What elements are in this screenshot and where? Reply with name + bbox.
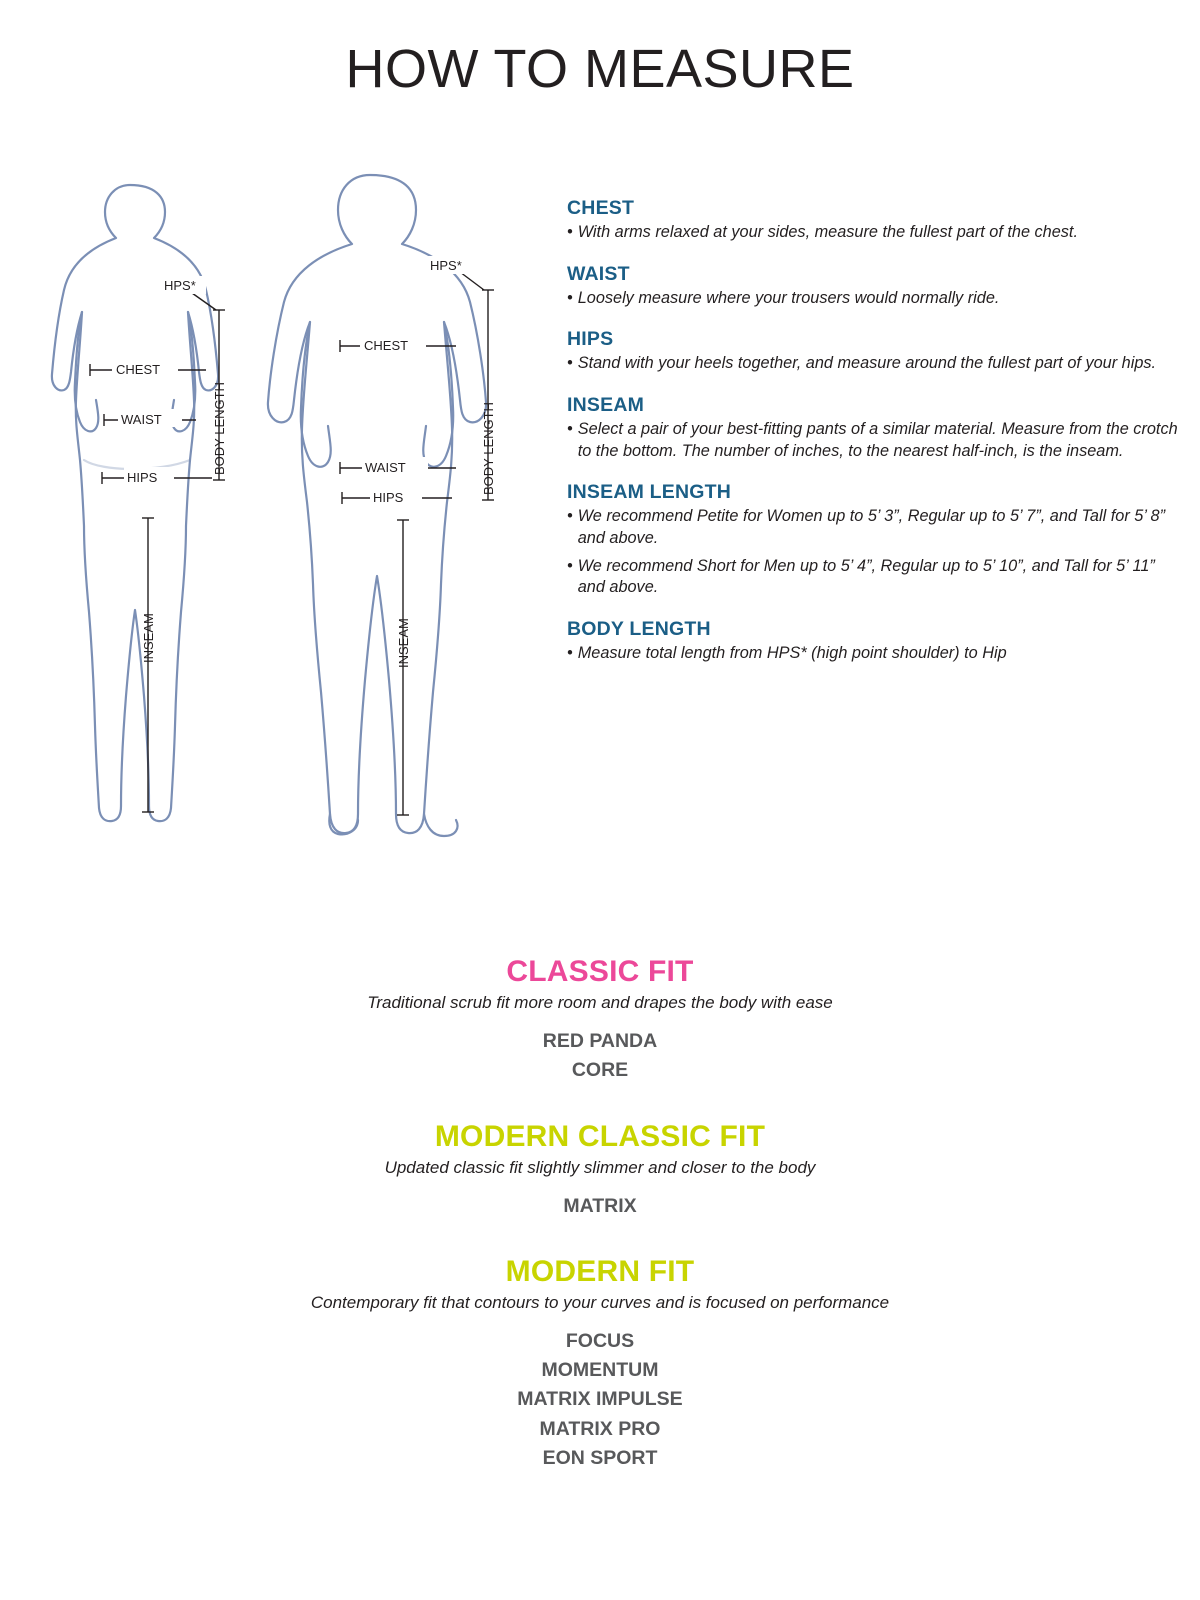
label-waist-male: WAIST xyxy=(365,460,406,475)
fit-item: RED PANDA xyxy=(542,1030,658,1052)
measurement-block-body-length xyxy=(567,618,1179,665)
bullet-icon: • xyxy=(567,507,573,526)
fit-block-modern xyxy=(0,1255,1200,1473)
measurement-text: Select a pair of your best-fitting pants of a similar material. Measure from the crotch to the bottom. The number of inches, to the nearest half-inch, is the inseam. xyxy=(577,420,1178,460)
fit-item: MATRIX IMPULSE xyxy=(517,1388,683,1411)
page-title: HOW TO MEASURE xyxy=(345,39,855,99)
label-chest-female: CHEST xyxy=(116,362,161,377)
label-inseam-female: INSEAM xyxy=(141,613,156,663)
fit-block-modern-classic xyxy=(0,1120,1200,1221)
measurement-line xyxy=(567,506,1179,549)
measurement-line xyxy=(567,222,1179,244)
measurement-block-waist xyxy=(567,263,1179,310)
bullet-icon: • xyxy=(567,288,573,307)
fit-description: Contemporary fit that contours to your curves and is focused on performance xyxy=(310,1292,890,1312)
label-inseam-male: INSEAM xyxy=(396,618,411,668)
bullet-icon: • xyxy=(567,223,573,241)
label-body-length-male: BODY LENGTH xyxy=(481,402,496,495)
fit-title: MODERN FIT xyxy=(505,1254,695,1288)
label-hips-female: HIPS xyxy=(127,470,158,485)
measurement-block-inseam xyxy=(567,394,1179,462)
measurement-line xyxy=(567,419,1179,462)
label-body-length-female: BODY LENGTH xyxy=(212,382,227,475)
figures-svg xyxy=(20,160,540,880)
fit-item: MATRIX xyxy=(563,1194,637,1217)
measurement-text: We recommend Short for Men up to 5’ 4”, Regular up to 5’ 10”, and Tall for 5’ 11” and above. xyxy=(577,556,1155,597)
measurement-title: INSEAM LENGTH xyxy=(567,481,732,504)
measurement-instructions xyxy=(567,197,1179,684)
measurement-text: Loosely measure where your trousers would normally ride. xyxy=(577,288,1000,307)
measurement-block-hips xyxy=(567,328,1179,375)
measurement-title: BODY LENGTH xyxy=(567,618,711,641)
measurement-text: Measure total length from HPS* (high point shoulder) to Hip xyxy=(577,644,1007,663)
fit-item: EON SPORT xyxy=(542,1446,658,1469)
bullet-icon: • xyxy=(567,354,573,373)
measurement-title: HIPS xyxy=(567,328,614,351)
measurement-line xyxy=(567,353,1179,375)
measurement-diagram xyxy=(20,160,540,880)
measurement-block-chest xyxy=(567,197,1179,244)
fit-title: CLASSIC FIT xyxy=(506,955,694,988)
fit-description: Updated classic fit slightly slimmer and closer to the body xyxy=(384,1157,816,1177)
label-hps-female: HPS* xyxy=(164,278,196,293)
fit-title: MODERN CLASSIC FIT xyxy=(434,1119,766,1153)
measurement-line xyxy=(567,643,1179,665)
fit-item: FOCUS xyxy=(565,1329,635,1352)
label-hps-male: HPS* xyxy=(430,258,462,273)
measurement-title: INSEAM xyxy=(567,394,645,417)
measurement-line xyxy=(567,556,1179,599)
measurement-block-inseam-length xyxy=(567,481,1179,599)
bullet-icon: • xyxy=(567,556,573,575)
measurement-text: Stand with your heels together, and measure around the fullest part of your hips. xyxy=(577,354,1157,373)
label-hips-male: HIPS xyxy=(373,490,404,505)
label-chest-male: CHEST xyxy=(364,338,409,353)
measurement-line xyxy=(567,288,1179,310)
measurement-text: With arms relaxed at your sides, measure the fullest part of the chest. xyxy=(577,223,1078,241)
measurement-text: We recommend Petite for Women up to 5’ 3”, Regular up to 5’ 7”, and Tall for 5’ 8” and above. xyxy=(577,507,1166,548)
label-waist-female: WAIST xyxy=(121,412,162,427)
fit-description: Traditional scrub fit more room and drapes the body with ease xyxy=(367,993,833,1012)
bullet-icon: • xyxy=(567,644,573,663)
bullet-icon: • xyxy=(567,420,573,439)
measurement-title: CHEST xyxy=(567,197,635,219)
fit-item: MOMENTUM xyxy=(541,1359,659,1381)
fit-item: CORE xyxy=(571,1059,629,1082)
fit-item: MATRIX PRO xyxy=(539,1417,661,1440)
fit-block-classic xyxy=(0,955,1200,1086)
measurement-title: WAIST xyxy=(567,262,630,285)
fit-guide xyxy=(0,955,1200,1507)
